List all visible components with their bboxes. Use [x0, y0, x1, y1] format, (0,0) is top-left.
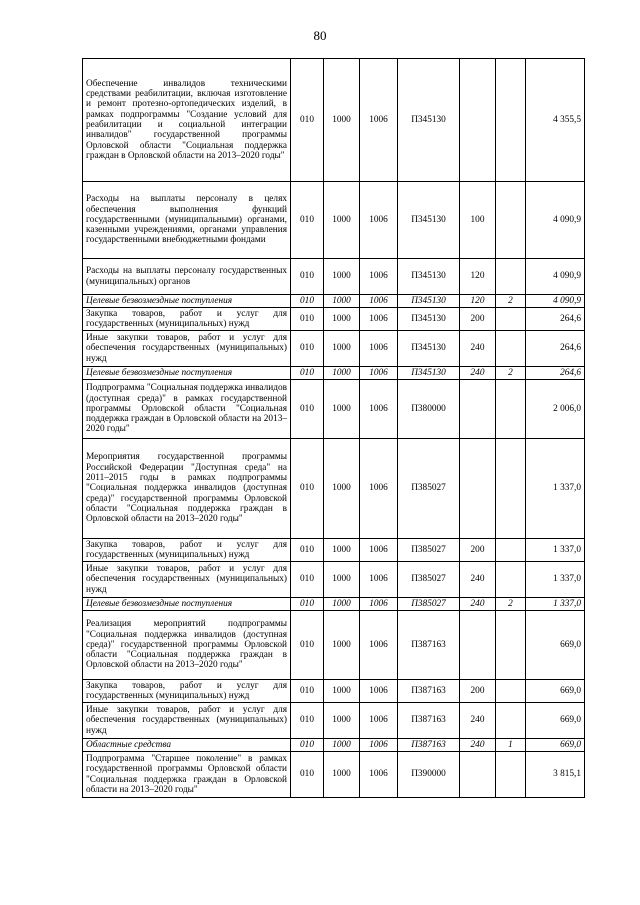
gr-code: 010 — [291, 598, 324, 611]
target-article-code: П387163 — [398, 611, 460, 680]
gr-code: 010 — [291, 611, 324, 680]
gr-code: 010 — [291, 367, 324, 380]
expense-type-code — [460, 439, 496, 539]
subsection-code: 1006 — [360, 439, 398, 539]
gr-code: 010 — [291, 680, 324, 703]
gr-code: 010 — [291, 752, 324, 798]
gr-code: 010 — [291, 59, 324, 182]
amount: 4 090,9 — [526, 295, 585, 308]
amount: 1 337,0 — [526, 439, 585, 539]
expense-type-code: 240 — [460, 562, 496, 598]
subsection-code: 1006 — [360, 367, 398, 380]
subsection-code: 1006 — [360, 598, 398, 611]
funding-source-code: 2 — [496, 295, 526, 308]
target-article-code: П385027 — [398, 598, 460, 611]
table-row — [83, 739, 585, 752]
target-article-code: П390000 — [398, 752, 460, 798]
target-article-code: П387163 — [398, 739, 460, 752]
expense-type-code: 240 — [460, 367, 496, 380]
section-code: 1000 — [324, 598, 360, 611]
amount: 4 090,9 — [526, 182, 585, 259]
funding-source-code — [496, 308, 526, 331]
expense-type-code: 120 — [460, 295, 496, 308]
amount: 3 815,1 — [526, 752, 585, 798]
section-code: 1000 — [324, 380, 360, 439]
gr-code: 010 — [291, 703, 324, 739]
row-name: Областные средства — [83, 739, 291, 752]
row-name: Подпрограмма "Социальная поддержка инвалидов (доступная среда)" в рамках государственной программы Орловской области "Социальная поддержка граждан в Орловской области на 2013–2020 годы" — [83, 380, 291, 439]
row-name: Расходы на выплаты персоналу в целях обеспечения выполнения функций государственными (муниципальными) органами, казенными учреждениями, органами управления государственными внебюджетными фондами — [83, 182, 291, 259]
row-name: Мероприятия государственной программы Российской Федерации "Доступная среда" на 2011–2015 годы в рамках подпрограммы "Социальная поддержка инвалидов (доступная среда)" государственной программы Орловской области "Социальная поддержка граждан в Орловской области на 2013–2020 годы" — [83, 439, 291, 539]
section-code: 1000 — [324, 611, 360, 680]
target-article-code: П345130 — [398, 182, 460, 259]
funding-source-code — [496, 680, 526, 703]
table-row — [83, 367, 585, 380]
subsection-code: 1006 — [360, 739, 398, 752]
gr-code: 010 — [291, 539, 324, 562]
table-row — [83, 539, 585, 562]
row-name: Реализация мероприятий подпрограммы "Социальная поддержка инвалидов (доступная среда)" государственной программы Орловской области "Социальная поддержка граждан в Орловской области на 2013–2020 годы" — [83, 611, 291, 680]
funding-source-code — [496, 562, 526, 598]
expense-type-code: 200 — [460, 680, 496, 703]
subsection-code: 1006 — [360, 680, 398, 703]
funding-source-code — [496, 380, 526, 439]
target-article-code: П385027 — [398, 439, 460, 539]
gr-code: 010 — [291, 439, 324, 539]
section-code: 1000 — [324, 331, 360, 367]
target-article-code: П345130 — [398, 367, 460, 380]
subsection-code: 1006 — [360, 259, 398, 295]
table-row — [83, 562, 585, 598]
budget-table — [82, 58, 585, 798]
subsection-code: 1006 — [360, 59, 398, 182]
funding-source-code — [496, 752, 526, 798]
expense-type-code: 200 — [460, 539, 496, 562]
table-row — [83, 380, 585, 439]
expense-type-code: 240 — [460, 598, 496, 611]
row-name: Подпрограмма "Старшее поколение" в рамках государственной программы Орловской области "Социальная поддержка граждан в Орловской области на 2013–2020 годы" — [83, 752, 291, 798]
section-code: 1000 — [324, 182, 360, 259]
funding-source-code — [496, 539, 526, 562]
row-name: Целевые безвозмездные поступления — [83, 367, 291, 380]
row-name: Иные закупки товаров, работ и услуг для обеспечения государственных (муниципальных) нужд — [83, 331, 291, 367]
funding-source-code — [496, 259, 526, 295]
subsection-code: 1006 — [360, 308, 398, 331]
row-name: Закупка товаров, работ и услуг для государственных (муниципальных) нужд — [83, 680, 291, 703]
gr-code: 010 — [291, 331, 324, 367]
target-article-code: П345130 — [398, 308, 460, 331]
row-name: Закупка товаров, работ и услуг для государственных (муниципальных) нужд — [83, 308, 291, 331]
target-article-code: П345130 — [398, 59, 460, 182]
expense-type-code: 100 — [460, 182, 496, 259]
section-code: 1000 — [324, 680, 360, 703]
section-code: 1000 — [324, 752, 360, 798]
section-code: 1000 — [324, 367, 360, 380]
funding-source-code: 2 — [496, 598, 526, 611]
expense-type-code — [460, 59, 496, 182]
table-row — [83, 182, 585, 259]
gr-code: 010 — [291, 562, 324, 598]
expense-type-code: 240 — [460, 331, 496, 367]
row-name: Закупка товаров, работ и услуг для государственных (муниципальных) нужд — [83, 539, 291, 562]
row-name: Расходы на выплаты персоналу государственных (муниципальных) органов — [83, 259, 291, 295]
target-article-code: П387163 — [398, 680, 460, 703]
gr-code: 010 — [291, 739, 324, 752]
expense-type-code: 200 — [460, 308, 496, 331]
amount: 1 337,0 — [526, 562, 585, 598]
subsection-code: 1006 — [360, 331, 398, 367]
table-row — [83, 59, 585, 182]
funding-source-code — [496, 703, 526, 739]
section-code: 1000 — [324, 739, 360, 752]
table-row — [83, 295, 585, 308]
section-code: 1000 — [324, 59, 360, 182]
amount: 4 090,9 — [526, 259, 585, 295]
expense-type-code — [460, 752, 496, 798]
target-article-code: П387163 — [398, 703, 460, 739]
funding-source-code — [496, 439, 526, 539]
funding-source-code — [496, 331, 526, 367]
amount: 1 337,0 — [526, 598, 585, 611]
expense-type-code: 120 — [460, 259, 496, 295]
table-row — [83, 680, 585, 703]
target-article-code: П380000 — [398, 380, 460, 439]
subsection-code: 1006 — [360, 562, 398, 598]
row-name: Обеспечение инвалидов техническими средствами реабилитации, включая изготовление и ремонт протезно-ортопедических изделий, в рамках подпрограммы "Создание условий для реабилитации и социальной интеграции инвалидов" государственной программы Орловской области "Социальная поддержка граждан в Орловской области на 2013–2020 годы" — [83, 59, 291, 182]
section-code: 1000 — [324, 562, 360, 598]
gr-code: 010 — [291, 380, 324, 439]
subsection-code: 1006 — [360, 182, 398, 259]
table-row — [83, 259, 585, 295]
row-name: Иные закупки товаров, работ и услуг для обеспечения государственных (муниципальных) нужд — [83, 703, 291, 739]
subsection-code: 1006 — [360, 380, 398, 439]
page-number: 80 — [313, 28, 327, 43]
amount: 264,6 — [526, 367, 585, 380]
expense-type-code — [460, 611, 496, 680]
table-row — [83, 308, 585, 331]
section-code: 1000 — [324, 703, 360, 739]
funding-source-code — [496, 59, 526, 182]
amount: 2 006,0 — [526, 380, 585, 439]
amount: 669,0 — [526, 680, 585, 703]
subsection-code: 1006 — [360, 539, 398, 562]
gr-code: 010 — [291, 259, 324, 295]
section-code: 1000 — [324, 295, 360, 308]
table-row — [83, 598, 585, 611]
gr-code: 010 — [291, 182, 324, 259]
funding-source-code: 1 — [496, 739, 526, 752]
expense-type-code: 240 — [460, 703, 496, 739]
target-article-code: П385027 — [398, 562, 460, 598]
table-row — [83, 331, 585, 367]
target-article-code: П345130 — [398, 295, 460, 308]
table-row — [83, 752, 585, 798]
gr-code: 010 — [291, 308, 324, 331]
amount: 1 337,0 — [526, 539, 585, 562]
table-row — [83, 611, 585, 680]
target-article-code: П385027 — [398, 539, 460, 562]
funding-source-code: 2 — [496, 367, 526, 380]
target-article-code: П345130 — [398, 331, 460, 367]
row-name: Целевые безвозмездные поступления — [83, 295, 291, 308]
amount: 669,0 — [526, 703, 585, 739]
subsection-code: 1006 — [360, 295, 398, 308]
section-code: 1000 — [324, 539, 360, 562]
funding-source-code — [496, 182, 526, 259]
row-name: Целевые безвозмездные поступления — [83, 598, 291, 611]
section-code: 1000 — [324, 439, 360, 539]
funding-source-code — [496, 611, 526, 680]
table-row — [83, 703, 585, 739]
amount: 669,0 — [526, 739, 585, 752]
amount: 264,6 — [526, 331, 585, 367]
amount: 264,6 — [526, 308, 585, 331]
section-code: 1000 — [324, 308, 360, 331]
subsection-code: 1006 — [360, 752, 398, 798]
subsection-code: 1006 — [360, 703, 398, 739]
table-row — [83, 439, 585, 539]
row-name: Иные закупки товаров, работ и услуг для обеспечения государственных (муниципальных) нужд — [83, 562, 291, 598]
gr-code: 010 — [291, 295, 324, 308]
subsection-code: 1006 — [360, 611, 398, 680]
section-code: 1000 — [324, 259, 360, 295]
amount: 4 355,5 — [526, 59, 585, 182]
expense-type-code: 240 — [460, 739, 496, 752]
expense-type-code — [460, 380, 496, 439]
target-article-code: П345130 — [398, 259, 460, 295]
amount: 669,0 — [526, 611, 585, 680]
